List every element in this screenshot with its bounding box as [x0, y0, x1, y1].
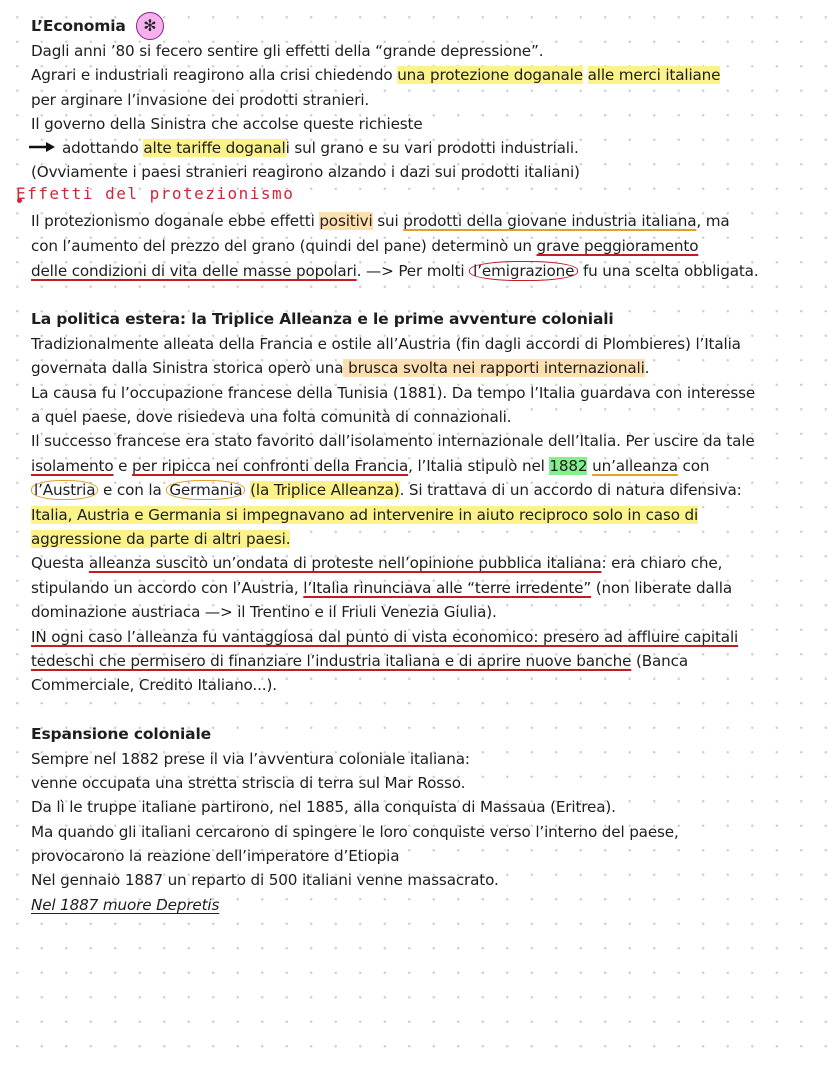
text-line: adottando alte tariffe doganali sul grano e su vari prodotti industriali. [62, 139, 579, 157]
underlined-text: alleanza suscitò un’ondata di proteste nell’opinione pubblica italiana [88, 554, 602, 572]
text-line: Sempre nel 1882 prese il via l’avventura coloniale italiana: [31, 750, 470, 768]
circled-text: l’Austria [31, 480, 98, 500]
text-line: Commerciale, Credito Italiano...). [31, 676, 277, 694]
text-line: Il protezionismo doganale ebbe effetti positivi sui prodotti della giovane industria italiana, ma [31, 212, 730, 230]
section-title-politica-estera: La politica estera: la Triplice Alleanza e le prime avventure coloniali [31, 310, 614, 328]
handwritten-heading: Effetti del protezionismo [16, 184, 295, 203]
text-line: Dagli anni ’80 si fecero sentire gli effetti della “grande depressione”. [31, 42, 544, 60]
circled-text: Germania [166, 480, 245, 500]
underlined-text: delle condizioni di vita delle masse popolari [31, 262, 357, 280]
text-line: Da lì le truppe italiane partirono, nel 1885, alla conquista di Massaua (Eritrea). [31, 798, 616, 816]
underlined-text: prodotti della giovane industria italiana [403, 212, 697, 230]
underlined-text: per ripicca nei confronti della Francia [132, 457, 409, 475]
highlight: positivi [319, 212, 373, 230]
text-line [31, 626, 738, 648]
text-line: Ma quando gli italiani cercarono di spingere le loro conquiste verso l’interno del paese, [31, 823, 679, 841]
text-line: Nel 1887 muore Depretis [31, 896, 220, 914]
text-line: isolamento e per ripicca nei confronti della Francia, l’Italia stipulò nel 1882 un’alleanza con [31, 457, 710, 475]
highlight: Italia, Austria e Germania si impegnavano ad intervenire in aiuto reciproco solo in caso di [31, 506, 699, 524]
circled-text: l’emigrazione [469, 261, 578, 281]
underlined-text: isolamento [31, 457, 114, 475]
underlined-text: grave peggioramento [536, 237, 699, 255]
text-line [31, 504, 698, 526]
section-title-espansione-coloniale: Espansione coloniale [31, 725, 211, 743]
underlined-text: IN ogni caso l’alleanza fu vantaggiosa dal punto di vista economico: presero ad affluire capitali [31, 628, 739, 646]
text-line: per arginare l’invasione dei prodotti stranieri. [31, 91, 370, 109]
text-line [31, 528, 290, 550]
text-line: La causa fu l’occupazione francese della Tunisia (1881). Da tempo l’Italia guardava con interesse [31, 384, 756, 402]
highlight: (la Triplice Alleanza) [250, 481, 400, 499]
arrow-right-icon [28, 140, 58, 154]
text-line: delle condizioni di vita delle masse popolari. —> Per molti l’emigrazione fu una scelta obbligata. [31, 262, 759, 280]
text-line: tedeschi che permisero di finanziare l’industria italiana e di aprire nuove banche (Banca [31, 652, 688, 670]
text-line: l’Austria e con la Germania (la Triplice Alleanza). Si trattava di un accordo di natura difensiva: [31, 479, 742, 501]
text-line: Agrari e industriali reagirono alla crisi chiedendo una protezione doganale alle merci italiane [31, 66, 721, 84]
text-line: con l’aumento del prezzo del grano (quindi del pane) determinò un grave peggioramento [31, 237, 699, 255]
text-line: a quel paese, dove risiedeva una folta comunità di connazionali. [31, 408, 512, 426]
text-line: stipulando un accordo con l’Austria, l’Italia rinunciava alle “terre irredente” (non liberate dalla [31, 579, 732, 597]
section-title-economia: L’Economia [31, 17, 126, 35]
text-line: governata dalla Sinistra storica operò una brusca svolta nei rapporti internazionali. [31, 359, 650, 377]
text-line: Tradizionalmente alleata della Francia e ostile all’Austria (fin dagli accordi di Plombieres) l’Italia [31, 335, 741, 353]
underlined-text: un’alleanza [592, 457, 678, 475]
text-line: Il governo della Sinistra che accolse queste richieste [31, 115, 423, 133]
star-icon: ✻ [136, 12, 164, 40]
highlight: alle merci italiane [587, 66, 721, 84]
text-line: venne occupata una stretta striscia di terra sul Mar Rosso. [31, 774, 466, 792]
text-line: (Ovviamente i paesi stranieri reagirono alzando i dazi sui prodotti italiani) [31, 163, 580, 181]
text-line: Questa alleanza suscitò un’ondata di proteste nell’opinione pubblica italiana: era chiaro che, [31, 554, 723, 572]
underlined-text: tedeschi che permisero di finanziare l’industria italiana e di aprire nuove banche [31, 652, 632, 670]
highlight: 1882 [549, 457, 588, 475]
text-line: Nel gennaio 1887 un reparto di 500 italiani venne massacrato. [31, 871, 499, 889]
underlined-text: l’Italia rinunciava alle “terre irredente” [303, 579, 592, 597]
text-line: dominazione austriaca —> il Trentino e il Friuli Venezia Giulia). [31, 603, 497, 621]
highlight: una protezione doganale [397, 66, 583, 84]
highlight: brusca svolta nei rapporti internazionali [343, 359, 645, 377]
highlight: aggressione da parte di altri paesi. [31, 530, 291, 548]
text-line: provocarono la reazione dell’imperatore d’Etiopia [31, 847, 400, 865]
highlight: alte tariffe doganal [143, 139, 286, 157]
text-line: Il successo francese era stato favorito dall’isolamento internazionale dell’Italia. Per uscire da tale [31, 432, 755, 450]
